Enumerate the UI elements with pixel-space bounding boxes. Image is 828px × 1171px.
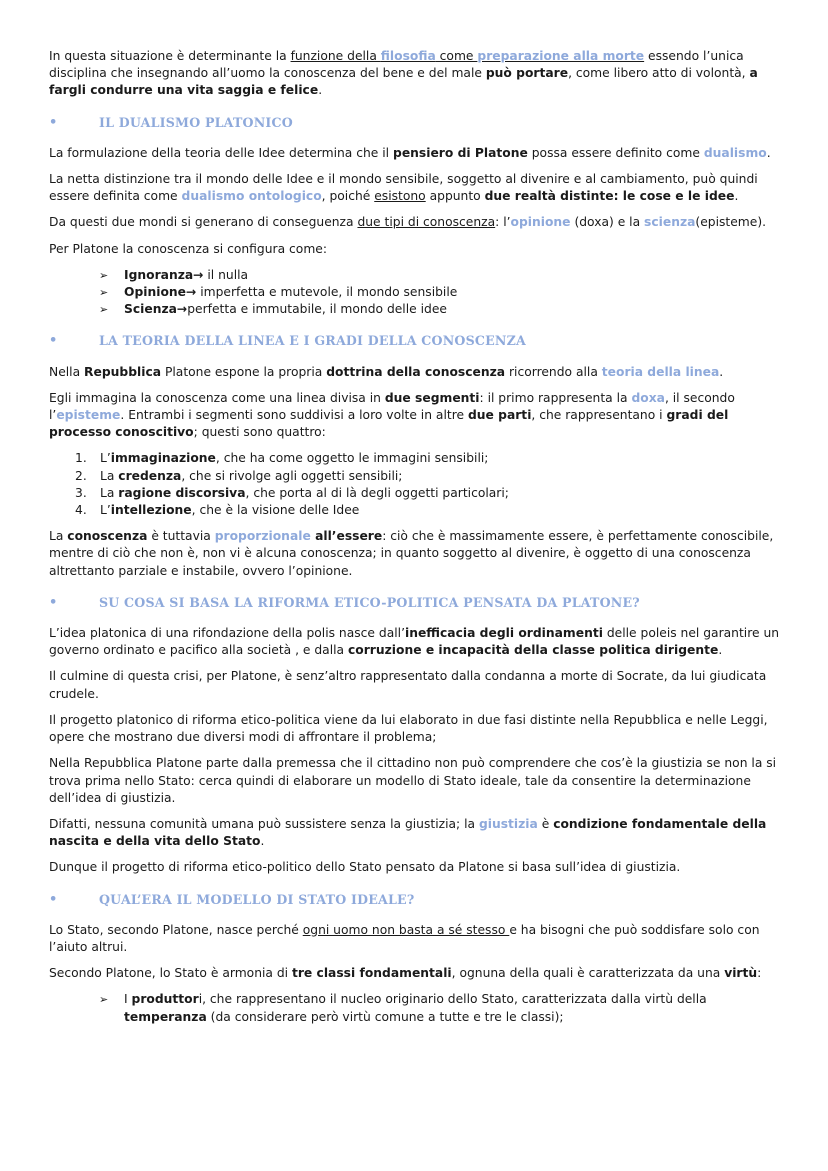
list-item: 4. L’intellezione, che è la visione delle Idee <box>75 503 360 518</box>
list-item: ➢ Scienza→perfetta e immutabile, il mondo delle idee <box>99 301 782 318</box>
paragraph: Per Platone la conoscenza si configura come: <box>49 241 328 256</box>
bullet-icon: • <box>49 891 58 907</box>
list-item: ➢ Opinione→ imperfetta e mutevole, il mondo sensibile <box>99 284 782 301</box>
paragraph: La formulazione della teoria delle Idee determina che il pensiero di Platone possa essere definito come dualismo. <box>49 145 771 160</box>
paragraph: Nella Repubblica Platone espone la propria dottrina della conoscenza ricorrendo alla teoria della linea. <box>49 364 724 379</box>
arrow-bullet-icon: ➢ <box>99 993 109 1007</box>
underlined-phrase: funzione della filosofia come preparazione alla morte <box>290 49 645 63</box>
paragraph: Difatti, nessuna comunità umana può sussistere senza la giustizia; la giustizia è condizione fondamentale della nascita e della vita dello Stato. <box>49 816 767 849</box>
paragraph: Secondo Platone, lo Stato è armonia di tre classi fondamentali, ognuna della quali è caratterizzata da una virtù: <box>49 966 762 981</box>
paragraph: Da questi due mondi si generano di conseguenza due tipi di conoscenza: l’opinione (doxa) e la scienza(episteme). <box>49 215 767 230</box>
grades-list <box>49 450 782 519</box>
paragraph: La netta distinzione tra il mondo delle Idee e il mondo sensibile, soggetto al divenire e al cambiamento, può quindi essere definita come dualismo ontologico, poiché esistono appunto due realtà distinte: le cose e le idee. <box>49 172 758 204</box>
paragraph: Nella Repubblica Platone parte dalla premessa che il cittadino non può comprendere che cos’è la giustizia se non la si trova prima nello Stato: cerca quindi di elaborare un modello di Stato ideale, tale da consentire la determinazione dell’idea di giustizia. <box>49 756 777 805</box>
section-heading-dualismo: • IL DUALISMO PLATONICO <box>49 114 293 130</box>
paragraph: Il culmine di questa crisi, per Platone, è senz’altro rappresentato dalla condanna a morte di Socrate, da lui giudicata crudele. <box>49 669 767 701</box>
list-item: 3. La ragione discorsiva, che porta al di là degli oggetti particolari; <box>75 485 509 500</box>
bullet-icon: • <box>49 114 58 130</box>
section-heading-riforma: • SU COSA SI BASA LA RIFORMA ETICO-POLITICA PENSATA DA PLATONE? <box>49 594 640 610</box>
document-page <box>49 48 782 1038</box>
knowledge-list <box>49 267 782 319</box>
bullet-icon: • <box>49 333 58 349</box>
paragraph: Dunque il progetto di riforma etico-politico dello Stato pensato da Platone si basa sull’idea di giustizia. <box>49 860 681 875</box>
arrow-bullet-icon: ➢ <box>99 286 109 300</box>
list-item: 1. L’immaginazione, che ha come oggetto le immagini sensibili; <box>75 451 489 466</box>
section-heading-teoria-linea: • LA TEORIA DELLA LINEA E I GRADI DELLA CONOSCENZA <box>49 333 526 349</box>
list-item: ➢ I produttori, che rappresentano il nucleo originario dello Stato, caratterizzata dalla virtù della temperanza (da considerare però virtù comune a tutte e tre le classi); <box>99 992 707 1024</box>
list-item: ➢ Ignoranza→ il nulla <box>99 267 782 284</box>
arrow-bullet-icon: ➢ <box>99 268 109 282</box>
classes-list <box>49 991 782 1025</box>
paragraph: L’idea platonica di una rifondazione della polis nasce dall’inefficacia degli ordinamenti delle poleis nel garantire un governo ordinato e pacifico alla società , e dalla corruzione e incapacità della classe politica dirigente. <box>49 626 780 658</box>
section-heading-stato-ideale: • QUAL’ERA IL MODELLO DI STATO IDEALE? <box>49 891 415 907</box>
intro-paragraph: In questa situazione è determinante la funzione della filosofia come preparazione alla morte essendo l’unica disciplina che insegnando all’uomo la conoscenza del bene e del male può portare, come libero atto di volontà, a fargli condurre una vita saggia e felice. <box>49 49 758 98</box>
paragraph: Egli immagina la conoscenza come una linea divisa in due segmenti: il primo rappresenta la doxa, il secondo l’episteme. Entrambi i segmenti sono suddivisi a loro volte in altre due parti, che rappresentano i gradi del processo conoscitivo; questi sono quattro: <box>49 390 735 440</box>
paragraph: Lo Stato, secondo Platone, nasce perché ogni uomo non basta a sé stesso e ha bisogni che può soddisfare solo con l’aiuto altrui. <box>49 922 760 954</box>
arrow-bullet-icon: ➢ <box>99 303 109 317</box>
list-item: 2. La credenza, che si rivolge agli oggetti sensibili; <box>75 468 403 483</box>
paragraph: Il progetto platonico di riforma etico-politica viene da lui elaborato in due fasi distinte nella Repubblica e nelle Leggi, opere che mostrano due diversi modi di affrontare il problema; <box>49 712 768 745</box>
paragraph: La conoscenza è tuttavia proporzionale all’essere: ciò che è massimamente essere, è perfettamente conoscibile, mentre di ciò che non è, non vi è alcuna conoscenza; in quanto soggetto al divenire, è oggetto di una conoscenza altrettanto parziale e instabile, ovvero l’opinione. <box>49 529 774 578</box>
bullet-icon: • <box>49 594 58 610</box>
